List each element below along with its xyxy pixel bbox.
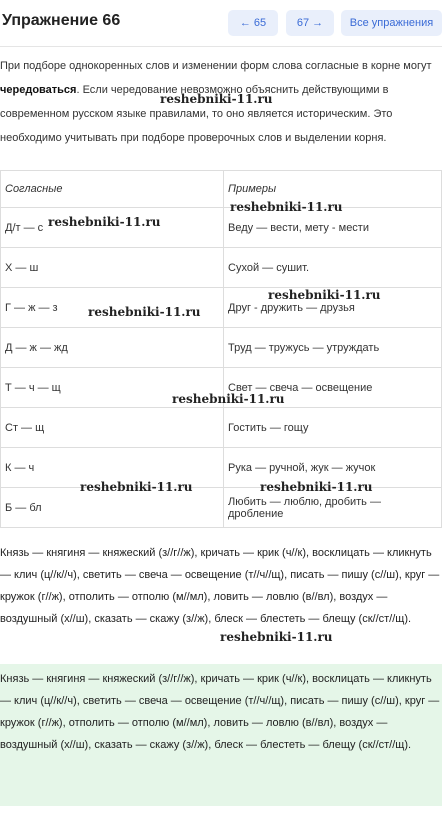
watermark: reshebniki-11.ru: [48, 215, 161, 229]
table-row: [1, 408, 442, 448]
watermark: reshebniki-11.ru: [172, 392, 285, 406]
watermark: reshebniki-11.ru: [160, 92, 273, 106]
all-exercises-button[interactable]: Все упражнения: [341, 10, 442, 36]
table-cell-consonants: Х — ш: [1, 248, 224, 288]
watermark: reshebniki-11.ru: [260, 480, 373, 494]
table-cell-examples: Свет — свеча — освещение: [224, 368, 442, 408]
intro-text-1: При подборе однокоренных слов и изменении форм слова согласные в корне могут: [0, 60, 432, 72]
table-cell-examples: Веду — вести, мету - мести: [224, 208, 442, 248]
table-cell-consonants: Т — ч — щ: [1, 368, 224, 408]
table-cell-consonants: Б — бл: [1, 488, 224, 528]
table-header-consonants: Согласные: [1, 171, 224, 208]
table-row: [1, 328, 442, 368]
table-cell-examples: Друг - дружить — друзья: [224, 288, 442, 328]
table-cell-consonants: Д — ж — жд: [1, 328, 224, 368]
watermark: reshebniki-11.ru: [268, 288, 381, 302]
table-row: [1, 448, 442, 488]
table-header-examples: Примеры: [224, 171, 442, 208]
watermark: reshebniki-11.ru: [230, 200, 343, 214]
next-exercise-button[interactable]: 67 →: [286, 10, 334, 36]
table-cell-examples: Сухой — сушит.: [224, 248, 442, 288]
table-cell-consonants: Г — ж — з: [1, 288, 224, 328]
page-title: Упражнение 66: [2, 12, 121, 29]
prev-exercise-button[interactable]: ← 65: [228, 10, 278, 36]
intro-text-2: . Если чередование невозможно объяснить действующими в современном русском языке правилами, то оно является историческим. Это необходимо учитывать при подборе проверочных слов и выделении корня.: [0, 84, 393, 144]
table-row: [1, 488, 442, 528]
answer-block: [0, 664, 442, 806]
watermark: reshebniki-11.ru: [220, 630, 333, 644]
table-row: [1, 248, 442, 288]
table-cell-examples: Гостить — гощу: [224, 408, 442, 448]
table-cell-examples: Рука — ручной, жук — жучок: [224, 448, 442, 488]
table-header-row: [1, 171, 442, 208]
intro-bold-word: чередоваться: [0, 84, 77, 96]
answer-text: Князь — княгиня — княжеский (з//г//ж), кричать — крик (ч//к), восклицать — кликнуть — клич (ц//к//ч), светить — свеча — освещение (т//ч//щ), писать — пишу (с//ш), круг — кружок (г//ж), отполить — отполю (м//мл), ловить — ловлю (в//вл), воздух — воздушный (х//ш), сказать — скажу (з//ж), блеск — блестеть — блещу (ск//ст//щ).: [0, 673, 440, 751]
page-header: [0, 0, 442, 46]
watermark: reshebniki-11.ru: [80, 480, 193, 494]
table-cell-consonants: Ст — щ: [1, 408, 224, 448]
exercise-text: Князь — княгиня — княжеский (з//г//ж), кричать — крик (ч//к), восклицать — кликнуть — клич (ц//к//ч), светить — свеча — освещение (т//ч//щ), писать — пишу (с//ш), круг — кружок (г//ж), отполить — отполю (м//мл), ловить — ловлю (в//вл), воздух — воздушный (х//ш), сказать — скажу (з//ж), блеск — блестеть — блещу (ск//ст//щ).: [0, 547, 440, 625]
header-divider: [0, 46, 442, 47]
table-cell-consonants: К — ч: [1, 448, 224, 488]
table-cell-consonants: Д/т — с: [1, 208, 224, 248]
table-cell-examples: Труд — тружусь — утруждать: [224, 328, 442, 368]
table-cell-examples: Любить — люблю, дробить — дробление: [224, 488, 442, 528]
watermark: reshebniki-11.ru: [88, 305, 201, 319]
